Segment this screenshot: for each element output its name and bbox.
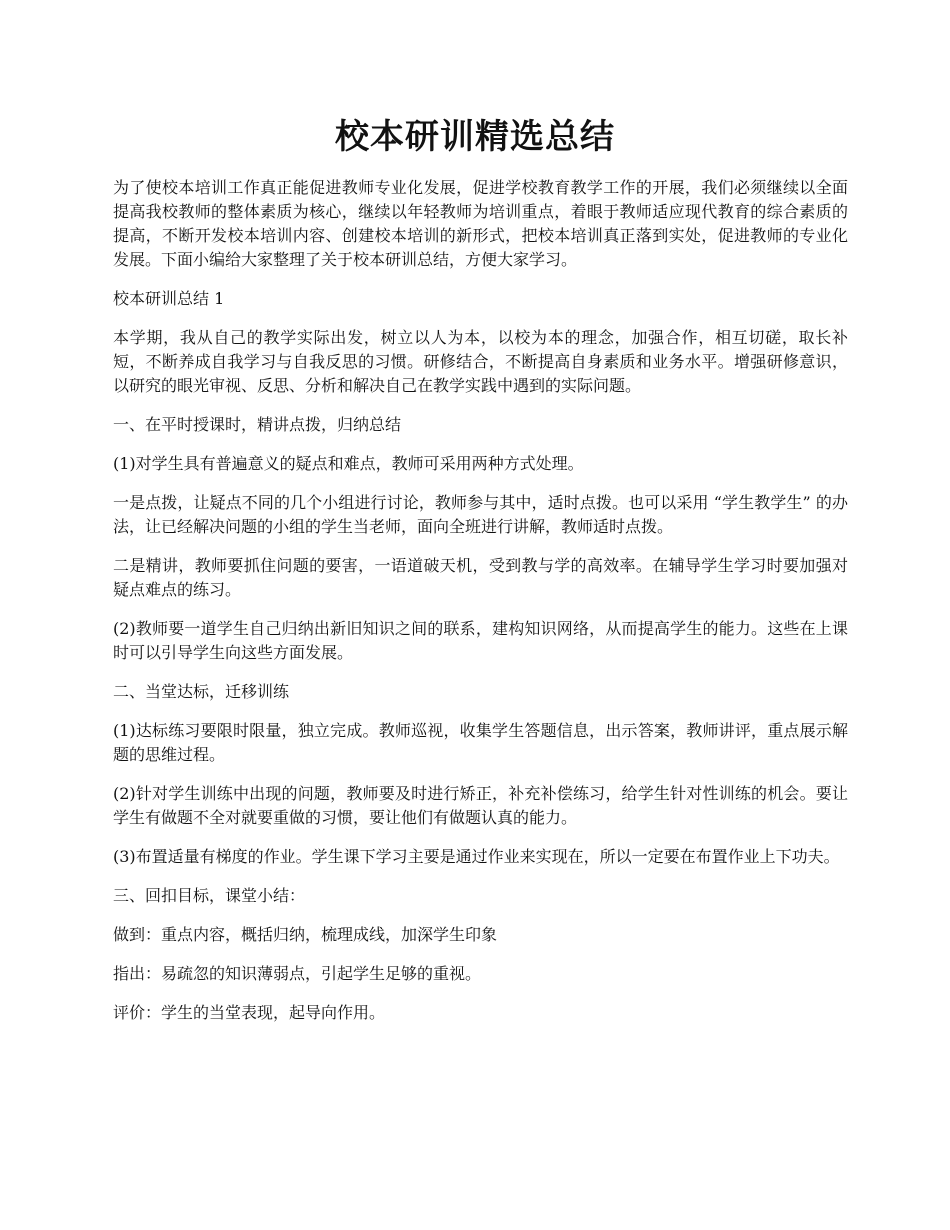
body-paragraph: 指出：易疏忽的知识薄弱点，引起学生足够的重视。 — [113, 964, 482, 983]
body-paragraph: (1)达标练习要限时限量，独立完成。教师巡视，收集学生答题信息，出示答案，教师讲评，重点展示解题的思维过程。 — [113, 721, 848, 764]
body-paragraph: 二是精讲，教师要抓住问题的要害，一语道破天机，受到教与学的高效率。在辅导学生学习时要加强对疑点难点的练习。 — [113, 556, 848, 599]
section-heading: 校本研训总结 1 — [113, 289, 225, 308]
body-paragraph: 一是点拨，让疑点不同的几个小组进行讨论，教师参与其中，适时点拨。也可以采用 “学生教学生” 的办法，让已经解决问题的小组的学生当老师，面向全班进行讲解，教师适时点拨。 — [113, 493, 848, 536]
body-paragraph: 做到：重点内容，概括归纳，梳理成线，加深学生印象 — [113, 925, 498, 944]
body-paragraph: 评价：学生的当堂表现，起导向作用。 — [113, 1003, 386, 1022]
subsection-heading: 一、在平时授课时，精讲点拨，归纳总结 — [113, 415, 402, 434]
subsection-heading: 二、当堂达标，迁移训练 — [113, 682, 290, 701]
body-paragraph: (2)教师要一道学生自己归纳出新旧知识之间的联系，建构知识网络，从而提高学生的能力。这些在上课时可以引导学生向这些方面发展。 — [113, 619, 848, 662]
subsection-heading: 三、回扣目标，课堂小结： — [113, 886, 306, 905]
intro-paragraph: 为了使校本培训工作真正能促进教师专业化发展，促进学校教育教学工作的开展，我们必须继续以全面提高我校教师的整体素质为核心，继续以年轻教师为培训重点，着眼于教师适应现代教育的综合素质的提高，不断开发校本培训内容、创建校本培训的新形式，把校本培训真正落到实处，促进教师的专业化发展。下面小编给大家整理了关于校本研训总结，方便大家学习。 — [113, 178, 848, 269]
body-paragraph: (2)针对学生训练中出现的问题，教师要及时进行矫正，补充补偿练习，给学生针对性训练的机会。要让学生有做题不全对就要重做的习惯，要让他们有做题认真的能力。 — [113, 784, 848, 827]
body-paragraph: 本学期，我从自己的教学实际出发，树立以人为本，以校为本的理念，加强合作，相互切磋，取长补短，不断养成自我学习与自我反思的习惯。研修结合，不断提高自身素质和业务水平。增强研修意识，以研究的眼光审视、反思、分析和解决自己在教学实践中遇到的实际问题。 — [113, 328, 848, 395]
document-title: 校本研训精选总结 — [335, 117, 615, 157]
document-body — [113, 176, 848, 1040]
body-paragraph: (1)对学生具有普遍意义的疑点和难点，教师可采用两种方式处理。 — [113, 454, 584, 473]
body-paragraph: (3)布置适量有梯度的作业。学生课下学习主要是通过作业来实现在，所以一定要在布置作业上下功夫。 — [113, 847, 840, 866]
